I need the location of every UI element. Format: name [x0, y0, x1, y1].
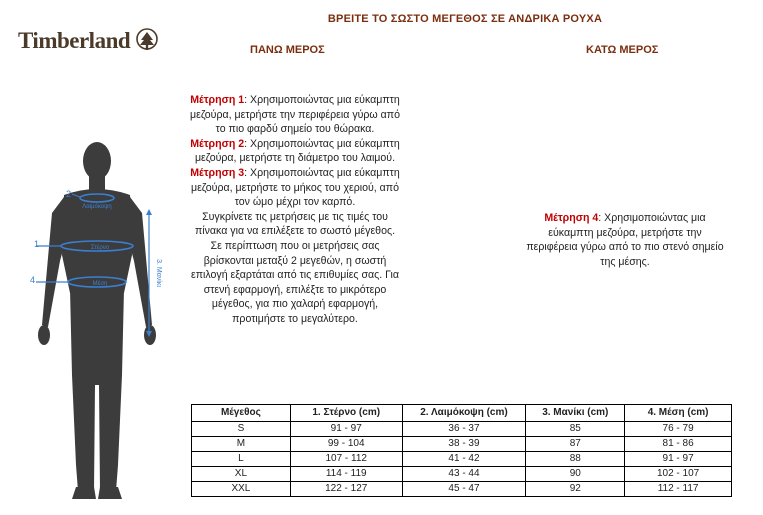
column-header: 4. Μέση (cm): [625, 405, 732, 422]
table-cell: XL: [192, 467, 291, 482]
size-advice-text: Συγκρίνετε τις μετρήσεις με τις τιμές του πίνακα για να επιλέξετε το σωστό μέγεθος. Σε περίπτωση που οι μετρήσεις σας βρίσκονται μεταξύ 2 μεγεθών, η σωστή επιλογή εξαρτάται από τις επιθυμίες σας. Για στενή εφαρμογή, επιλέξτε το μικρότερο μέγεθος, για πιο χαλαρή εφαρμογή, προτιμήστε το μεγαλύτερο.: [190, 210, 399, 325]
brand-logo: [18, 28, 161, 54]
label-2: 2: [66, 189, 72, 199]
measurement-1-label: Μέτρηση 1: [190, 94, 245, 106]
table-row: [192, 452, 732, 467]
table-cell: 41 - 42: [402, 452, 526, 467]
lower-body-heading: ΚΑΤΩ ΜΕΡΟΣ: [586, 44, 659, 56]
table-cell: 122 - 127: [290, 482, 402, 497]
neck-label: Λαιμόκοψη: [82, 204, 112, 210]
table-cell: M: [192, 437, 291, 452]
table-cell: S: [192, 422, 291, 437]
table-cell: 87: [526, 437, 625, 452]
lower-instructions: [525, 211, 725, 269]
table-cell: 88: [526, 452, 625, 467]
table-cell: 92: [526, 482, 625, 497]
table-cell: 38 - 39: [402, 437, 526, 452]
table-cell: 76 - 79: [625, 422, 732, 437]
table-cell: 91 - 97: [625, 452, 732, 467]
table-row: [192, 467, 732, 482]
table-cell: XXL: [192, 482, 291, 497]
body-measurement-figure: [22, 135, 172, 507]
upper-body-heading: ΠΑΝΩ ΜΕΡΟΣ: [250, 44, 325, 56]
table-header-row: [192, 405, 732, 422]
measurement-4-label: Μέτρηση 4: [544, 212, 599, 224]
body-silhouette: [38, 142, 156, 499]
label-1: 1: [34, 239, 40, 249]
table-cell: 81 - 86: [625, 437, 732, 452]
table-cell: 91 - 97: [290, 422, 402, 437]
table-row: [192, 422, 732, 437]
measurement-3-label: Μέτρηση 3: [190, 166, 245, 179]
page-title: ΒΡΕΙΤΕ ΤΟ ΣΩΣΤΟ ΜΕΓΕΘΟΣ ΣΕ ΑΝΔΡΙΚΑ ΡΟΥΧΑ: [327, 13, 603, 25]
table-cell: L: [192, 452, 291, 467]
table-row: [192, 482, 732, 497]
table-cell: 36 - 37: [402, 422, 526, 437]
waist-label: Μέση: [92, 281, 108, 287]
arrow-up-icon: [146, 209, 152, 215]
measurement-2-label: Μέτρηση 2: [190, 137, 245, 150]
table-cell: 45 - 47: [402, 482, 526, 497]
column-header: 3. Μανίκι (cm): [526, 405, 625, 422]
column-header: 2. Λαιμόκοψη (cm): [402, 405, 526, 422]
chest-label: Στέρνο: [90, 245, 110, 251]
tree-logo-icon: [133, 28, 161, 54]
table-cell: 85: [526, 422, 625, 437]
sleeve-label: 3. Μανίκι: [155, 259, 162, 287]
measurement-2-text: : Χρησιμοποιώντας μια εύκαμπτη μεζούρα, μετρήστε τη διάμετρο του λαιμού.: [194, 137, 400, 165]
measurement-3-text: : Χρησιμοποιώντας μια εύκαμπτη μεζούρα, μετρήστε το μήκος του χεριού, από τον ώμο μέχρι τον καρπό.: [190, 166, 400, 209]
table-row: [192, 437, 732, 452]
label-4: 4: [30, 275, 36, 285]
table-cell: 102 - 107: [625, 467, 732, 482]
table-cell: 114 - 119: [290, 467, 402, 482]
table-cell: 90: [526, 467, 625, 482]
table-cell: 107 - 112: [290, 452, 402, 467]
table-cell: 99 - 104: [290, 437, 402, 452]
size-chart-table: [191, 404, 732, 497]
upper-instructions: [188, 93, 402, 327]
table-cell: 112 - 117: [625, 482, 732, 497]
measurement-4-text: : Χρησιμοποιώντας μια εύκαμπτη μεζούρα, μετρήστε την περιφέρεια γύρω από το πιο στενό σημείο της μέσης.: [526, 212, 724, 268]
measurement-1-text: : Χρησιμοποιώντας μια εύκαμπτη μεζούρα, μετρήστε την περιφέρεια γύρω από το πιο φαρδύ σημείο του θώρακα.: [190, 94, 400, 136]
table-cell: 43 - 44: [402, 467, 526, 482]
column-header: 1. Στέρνο (cm): [290, 405, 402, 422]
column-header: Μέγεθος: [192, 405, 291, 422]
brand-name: Timberland: [18, 28, 131, 53]
